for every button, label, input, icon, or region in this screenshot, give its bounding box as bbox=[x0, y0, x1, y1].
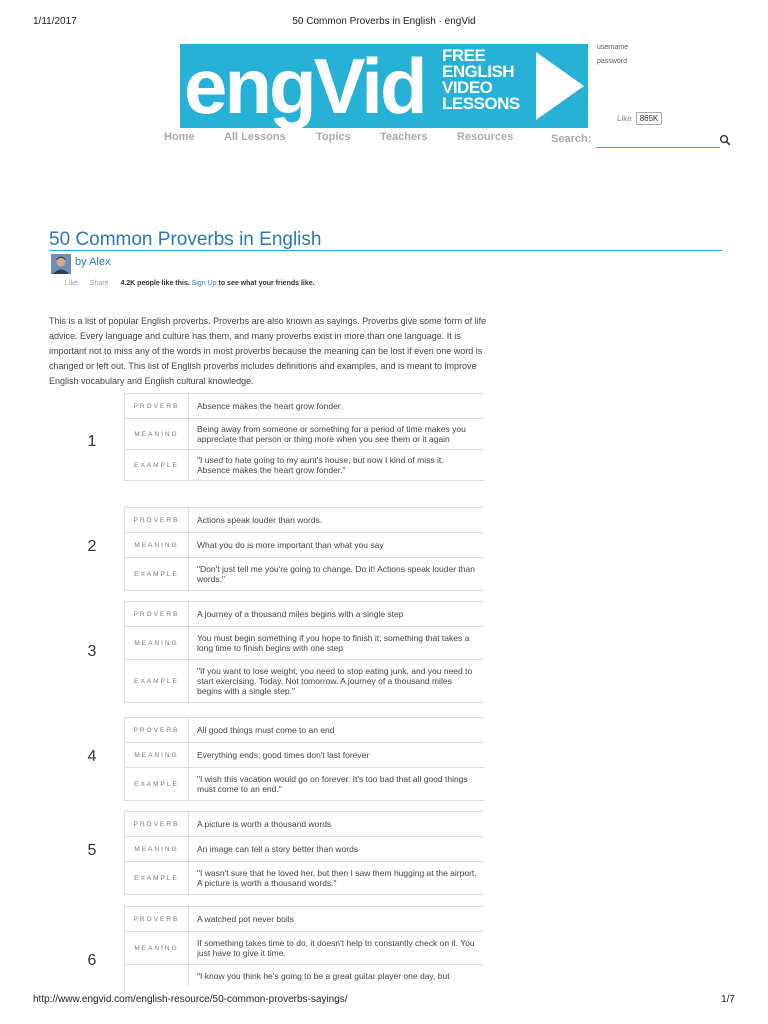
meaning-label: MEANING bbox=[125, 419, 189, 449]
intro-paragraph: This is a list of popular English proverbs. Proverbs are also known as sayings. Proverbs give some form of life advice. Every language and culture has them, and many proverbs exist in more than one language. It is important not to miss any of the words in most proverbs because the meaning can be lost if even one word is changed or left out. This list of English proverbs includes definitions and examples, and is meant to improve English vocabulary and English cultural knowledge. bbox=[49, 316, 487, 386]
proverb-number: 1 bbox=[87, 433, 97, 450]
example-text: "I wish this vacation would go on forever. It's too bad that all good things must come to an end." bbox=[197, 774, 468, 794]
byline-prefix: by bbox=[75, 256, 87, 268]
proverb-row bbox=[125, 811, 484, 836]
title-divider bbox=[49, 250, 722, 251]
logo-tagline-line: FREE bbox=[442, 46, 486, 65]
social-bar bbox=[65, 280, 315, 287]
meaning-text: You must begin something if you hope to finish it; something that takes a long time to finish begins with one step bbox=[197, 633, 470, 653]
play-icon bbox=[530, 44, 588, 128]
proverb-row bbox=[125, 601, 484, 626]
proverb-number: 2 bbox=[87, 538, 97, 555]
meaning-row bbox=[125, 836, 484, 861]
meaning-text: An image can tell a story better than words bbox=[197, 844, 359, 854]
proverb-row bbox=[125, 393, 484, 418]
byline bbox=[75, 256, 110, 268]
nav-item-home[interactable]: Home bbox=[164, 131, 195, 143]
proverb-row bbox=[125, 507, 484, 532]
meaning-label: MEANING bbox=[125, 837, 189, 861]
proverb-text: A picture is worth a thousand words bbox=[197, 819, 332, 829]
meaning-label: MEANING bbox=[125, 743, 189, 767]
print-date: 1/11/2017 bbox=[33, 16, 77, 27]
like-button[interactable]: Like bbox=[617, 114, 632, 123]
page-title: 50 Common Proverbs in English bbox=[49, 229, 322, 250]
example-row bbox=[125, 964, 484, 986]
username-label[interactable]: username bbox=[597, 44, 629, 51]
proverb-text: A watched pot never boils bbox=[197, 914, 294, 924]
print-footer bbox=[33, 994, 735, 1008]
proverb-label: PROVERB bbox=[125, 907, 189, 931]
example-row bbox=[125, 659, 484, 703]
proverb-table bbox=[124, 393, 484, 481]
proverb-text: Actions speak louder than words. bbox=[197, 515, 323, 525]
fb-signup-rest-text: to see what your friends like. bbox=[218, 280, 315, 287]
proverb-number: 3 bbox=[87, 643, 97, 660]
nav-item-all-lessons[interactable]: All Lessons bbox=[224, 131, 286, 143]
proverb-table bbox=[124, 906, 484, 992]
proverb-text: A journey of a thousand miles begins with a single step bbox=[197, 609, 404, 619]
meaning-row bbox=[125, 532, 484, 557]
proverb-number: 4 bbox=[87, 748, 97, 765]
meaning-row bbox=[125, 418, 484, 449]
fb-like-button[interactable]: Like bbox=[65, 280, 78, 287]
proverb-label: PROVERB bbox=[125, 718, 189, 742]
print-header bbox=[33, 16, 735, 30]
meaning-text: Everything ends; good times don't last forever bbox=[197, 750, 370, 760]
nav-item-resources[interactable]: Resources bbox=[457, 131, 514, 143]
search-icon[interactable] bbox=[719, 134, 731, 146]
meaning-row bbox=[125, 742, 484, 767]
proverb-label: PROVERB bbox=[125, 602, 189, 626]
proverb-number: 6 bbox=[87, 952, 97, 969]
example-label: EXAMPLE bbox=[125, 768, 189, 800]
logo-tagline-line: VIDEO bbox=[442, 78, 493, 97]
example-label: EXAMPLE bbox=[125, 558, 189, 590]
proverb-label: PROVERB bbox=[125, 812, 189, 836]
example-text: "Don't just tell me you're going to change. Do it! Actions speak louder than words." bbox=[197, 564, 475, 584]
fb-signup-link[interactable]: Sign Up bbox=[191, 280, 217, 287]
example-text: "I used to hate going to my aunt's house, but now I kind of miss it. Absence makes the heart grow fonder." bbox=[197, 455, 444, 475]
example-row bbox=[125, 767, 484, 801]
meaning-text: What you do is more important than what you say bbox=[197, 540, 384, 550]
example-row bbox=[125, 861, 484, 895]
proverb-text: All good things must come to an end bbox=[197, 725, 335, 735]
nav-item-topics[interactable]: Topics bbox=[316, 131, 351, 143]
proverb-row bbox=[125, 717, 484, 742]
print-url: http://www.engvid.com/english-resource/50-common-proverbs-sayings/ bbox=[33, 994, 348, 1005]
meaning-label: MEANING bbox=[125, 932, 189, 964]
logo-tagline bbox=[442, 48, 520, 112]
print-page-number: 1/7 bbox=[721, 994, 735, 1005]
meaning-row bbox=[125, 626, 484, 659]
proverb-table bbox=[124, 717, 484, 801]
meaning-text: If something takes time to do, it doesn't help to constantly check on it. You just have to give it time. bbox=[197, 938, 475, 958]
author-avatar bbox=[51, 254, 71, 274]
proverb-text: Absence makes the heart grow fonder bbox=[197, 401, 341, 411]
meaning-row bbox=[125, 931, 484, 964]
login-box bbox=[597, 41, 628, 69]
meaning-label: MEANING bbox=[125, 627, 189, 659]
example-text: "I know you think he's going to be a great guitar player one day, but bbox=[197, 971, 450, 981]
logo-tagline-line: ENGLISH bbox=[442, 62, 515, 81]
nav-item-teachers[interactable]: Teachers bbox=[380, 131, 428, 143]
example-label: EXAMPLE bbox=[125, 660, 189, 702]
print-doc-title: 50 Common Proverbs in English · engVid bbox=[292, 16, 476, 27]
proverb-row bbox=[125, 906, 484, 931]
fb-share-button[interactable]: Share bbox=[89, 280, 109, 287]
password-label[interactable]: password bbox=[597, 58, 627, 65]
facebook-like-box bbox=[617, 112, 662, 125]
example-label: EXAMPLE bbox=[125, 450, 189, 480]
author-link[interactable]: Alex bbox=[89, 256, 111, 268]
proverb-number: 5 bbox=[87, 842, 97, 859]
search-label: Search: bbox=[551, 133, 592, 145]
example-row bbox=[125, 557, 484, 591]
proverb-label: PROVERB bbox=[125, 508, 189, 532]
logo-tagline-line: LESSONS bbox=[442, 94, 520, 113]
proverb-table bbox=[124, 811, 484, 895]
meaning-label: MEANING bbox=[125, 533, 189, 557]
example-text: "If you want to lose weight, you need to stop eating junk, and you need to start exercising. Today. Not tomorrow. A journey of a thousand miles begins with a single step." bbox=[197, 666, 473, 696]
example-text: "I wasn't sure that he loved her, but then I saw them hugging at the airport. A picture is worth a thousand words." bbox=[197, 868, 477, 888]
proverb-table bbox=[124, 601, 484, 703]
example-label: EXAMPLE bbox=[125, 862, 189, 894]
example-row bbox=[125, 449, 484, 481]
engvid-logo[interactable] bbox=[180, 44, 588, 128]
proverb-table bbox=[124, 507, 484, 591]
like-count: 865K bbox=[636, 112, 663, 125]
example-label bbox=[125, 965, 189, 986]
search-input[interactable] bbox=[596, 132, 720, 148]
logo-brand: engVid bbox=[184, 44, 425, 128]
meaning-text: Being away from someone or something for a period of time makes you appreciate that person or thing more when you see them or it again bbox=[197, 424, 466, 444]
proverb-label: PROVERB bbox=[125, 394, 189, 418]
fb-people-like-text: 4.2K people like this. bbox=[120, 280, 190, 287]
